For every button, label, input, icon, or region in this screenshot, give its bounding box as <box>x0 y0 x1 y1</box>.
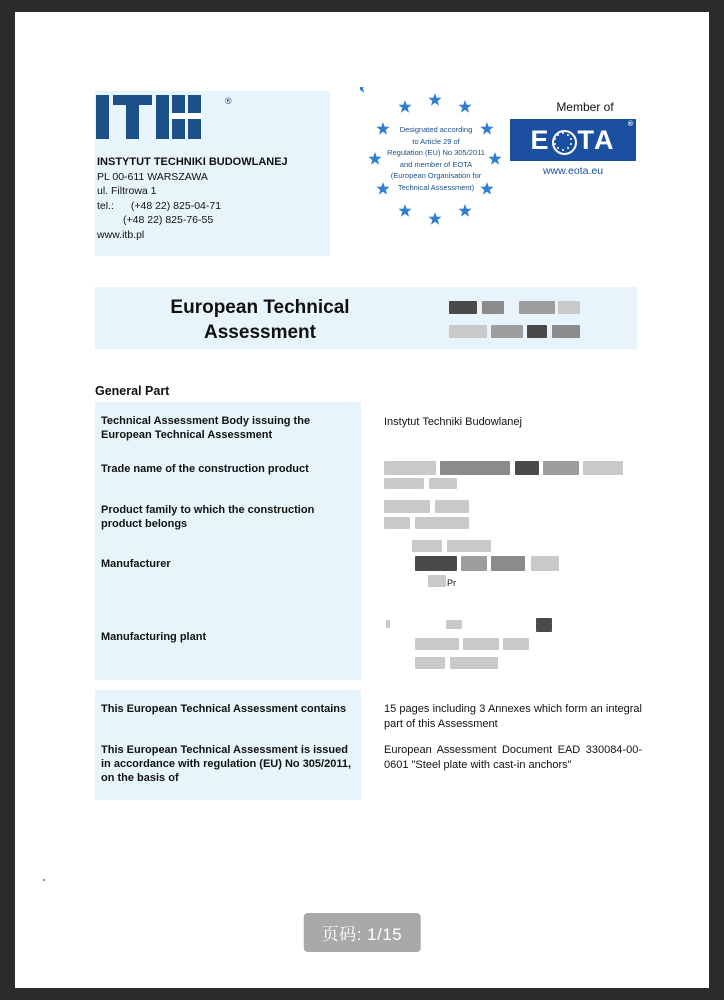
redaction-block <box>527 325 547 338</box>
redaction-block <box>583 461 623 475</box>
table-row-value-partial: Pr <box>447 578 456 588</box>
document-title-band <box>95 287 637 349</box>
eota-trademark: ® <box>627 121 633 128</box>
redaction-block <box>384 500 430 513</box>
table-row-value: 15 pages including 3 Annexes which form an integral part of this Assessment <box>384 703 642 730</box>
redaction-block <box>519 301 555 314</box>
table-row-label: Manufacturing plant <box>101 631 207 643</box>
eu-text-line-2: to Article 29 of <box>412 136 460 146</box>
redaction-block <box>440 461 510 475</box>
redaction-block <box>428 575 446 587</box>
itb-registered-mark: ® <box>225 96 232 106</box>
eota-member-of-label: Member of <box>556 100 614 114</box>
redaction-block <box>415 638 459 650</box>
redaction-block <box>415 517 469 529</box>
document-header <box>15 12 709 241</box>
itb-logo-icon <box>95 91 220 143</box>
eota-logo-ta: TA <box>577 124 616 155</box>
table-row-label: This European Technical Assessment is issued in accordance with regulation (EU) No 305/2011, on the basis of <box>101 744 352 784</box>
redaction-block <box>536 618 552 632</box>
itb-tel-label: tel.: <box>97 199 114 212</box>
redaction-block <box>491 325 523 338</box>
page-title: European Technical Assessment <box>170 297 350 343</box>
redaction-block <box>415 556 457 571</box>
general-part-heading: General Part <box>95 384 170 398</box>
redaction-block <box>447 540 491 552</box>
eota-logo-o-stars-icon <box>552 130 577 155</box>
eu-text-line-1: Designated according <box>399 125 473 134</box>
page-artifact-dot <box>43 879 45 881</box>
table-row-label: Product family to which the construction product belongs <box>101 504 315 530</box>
redaction-block <box>446 620 462 629</box>
redaction-block <box>543 461 579 475</box>
document-page <box>15 12 709 988</box>
redaction-block <box>415 657 445 669</box>
eu-text-line-4: and member of EOTA <box>399 159 473 169</box>
redaction-block <box>449 325 487 338</box>
itb-street: ul. Filtrowa 1 <box>97 185 157 197</box>
table-row-label: Trade name of the construction product <box>101 463 309 475</box>
redaction-block <box>503 638 529 650</box>
redaction-block <box>515 461 539 475</box>
eu-text-line-5: (European Organisation for <box>390 171 482 180</box>
redaction-block <box>429 478 457 489</box>
redaction-block <box>384 461 436 475</box>
redaction-block <box>463 638 499 650</box>
page-indicator: 页码: 1/15 <box>304 913 421 952</box>
itb-tel-2: (+48 22) 825-76-55 <box>123 214 214 226</box>
eota-logo <box>510 119 636 161</box>
redaction-block <box>558 301 580 314</box>
table-row-value: Instytut Techniki Budowlanej <box>384 416 522 428</box>
redaction-block <box>384 517 410 529</box>
itb-org-name: INSTYTUT TECHNIKI BUDOWLANEJ <box>97 156 288 168</box>
redaction-block <box>384 478 424 489</box>
itb-postcode-city: PL 00-611 WARSZAWA <box>97 170 208 183</box>
redaction-block <box>412 540 442 552</box>
eu-text-line-3: Regulation (EU) No 305/2011 <box>387 148 485 157</box>
redaction-block <box>531 556 559 571</box>
redaction-block <box>552 325 580 338</box>
table-row-label: Manufacturer <box>101 558 171 570</box>
redaction-block <box>435 500 469 513</box>
eota-logo-e: E <box>530 124 551 155</box>
itb-tel-1: (+48 22) 825-04-71 <box>130 199 222 212</box>
eu-designation-text <box>367 124 505 193</box>
eota-url[interactable]: www.eota.eu <box>542 165 604 177</box>
table-row-value: European Assessment Document EAD 330084-00-0601 "Steel plate with cast-in anchors" <box>384 744 642 771</box>
eu-text-line-6: Technical Assessment) <box>397 182 475 192</box>
redaction-block <box>450 657 498 669</box>
redaction-block <box>449 301 477 314</box>
redaction-block <box>491 556 525 571</box>
redaction-block <box>386 620 390 628</box>
itb-address-block <box>97 155 337 242</box>
itb-website[interactable]: www.itb.pl <box>97 228 145 241</box>
redaction-block <box>461 556 487 571</box>
table-row-label: Technical Assessment Body issuing the European Technical Assessment <box>101 415 311 441</box>
redaction-block <box>482 301 504 314</box>
table-row-label: This European Technical Assessment contains <box>101 703 347 715</box>
